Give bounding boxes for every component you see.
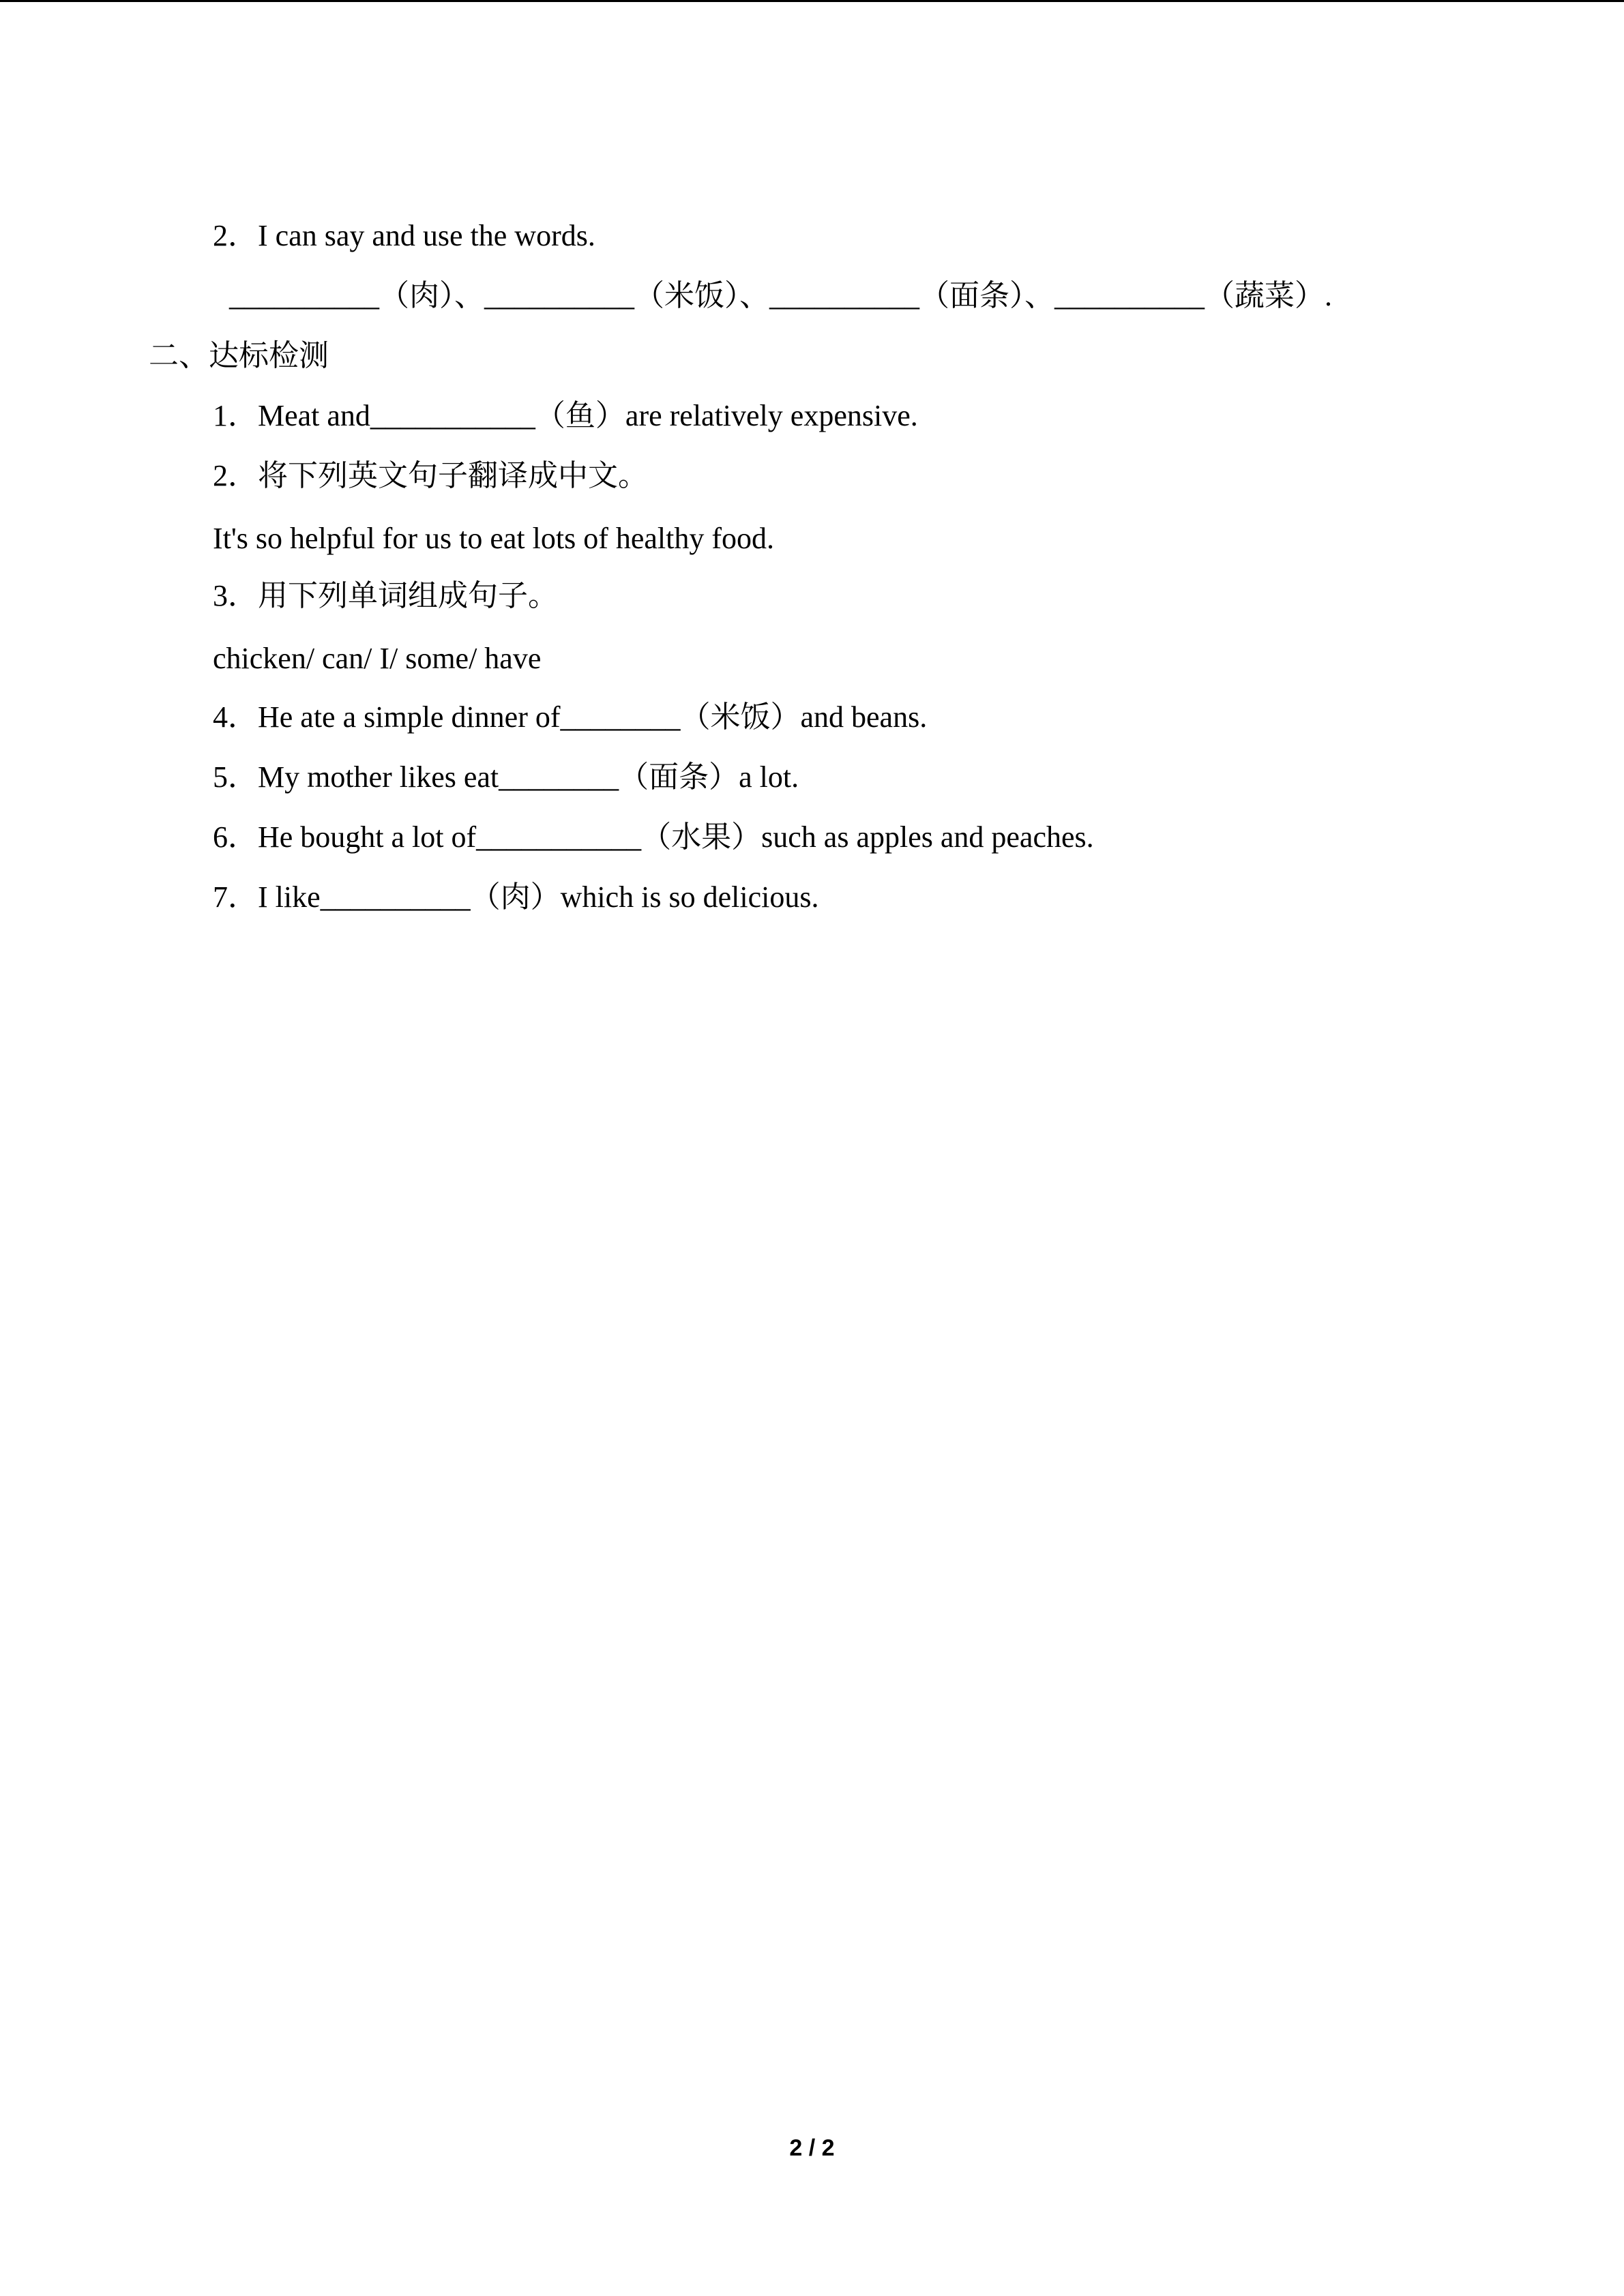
page-top-border	[0, 0, 1624, 2]
page-number: 2 / 2	[789, 2135, 835, 2161]
section-heading-assessment: 二、达标检测	[149, 339, 329, 372]
question-2-sentence: It's so helpful for us to eat lots of healthy food.	[213, 522, 775, 555]
question-7: 7．I like__________（肉）which is so delicious.	[213, 880, 819, 914]
question-5: 5．My mother likes eat________（面条）a lot.	[213, 760, 799, 794]
words-blank-line: __________（肉）、__________（米饭）、__________（面条）、__________（蔬菜）.	[229, 279, 1332, 312]
item-2-can-say-use-words: 2．I can say and use the words.	[213, 219, 595, 252]
question-2-instruction: 2．将下列英文句子翻译成中文。	[213, 459, 648, 492]
question-1: 1．Meat and___________（鱼）are relatively expensive.	[213, 399, 918, 432]
question-3-instruction: 3．用下列单词组成句子。	[213, 579, 558, 612]
question-6: 6．He bought a lot of___________（水果）such as apples and peaches.	[213, 820, 1094, 854]
question-4: 4．He ate a simple dinner of________（米饭）and beans.	[213, 700, 928, 734]
question-3-words: chicken/ can/ I/ some/ have	[213, 642, 542, 675]
